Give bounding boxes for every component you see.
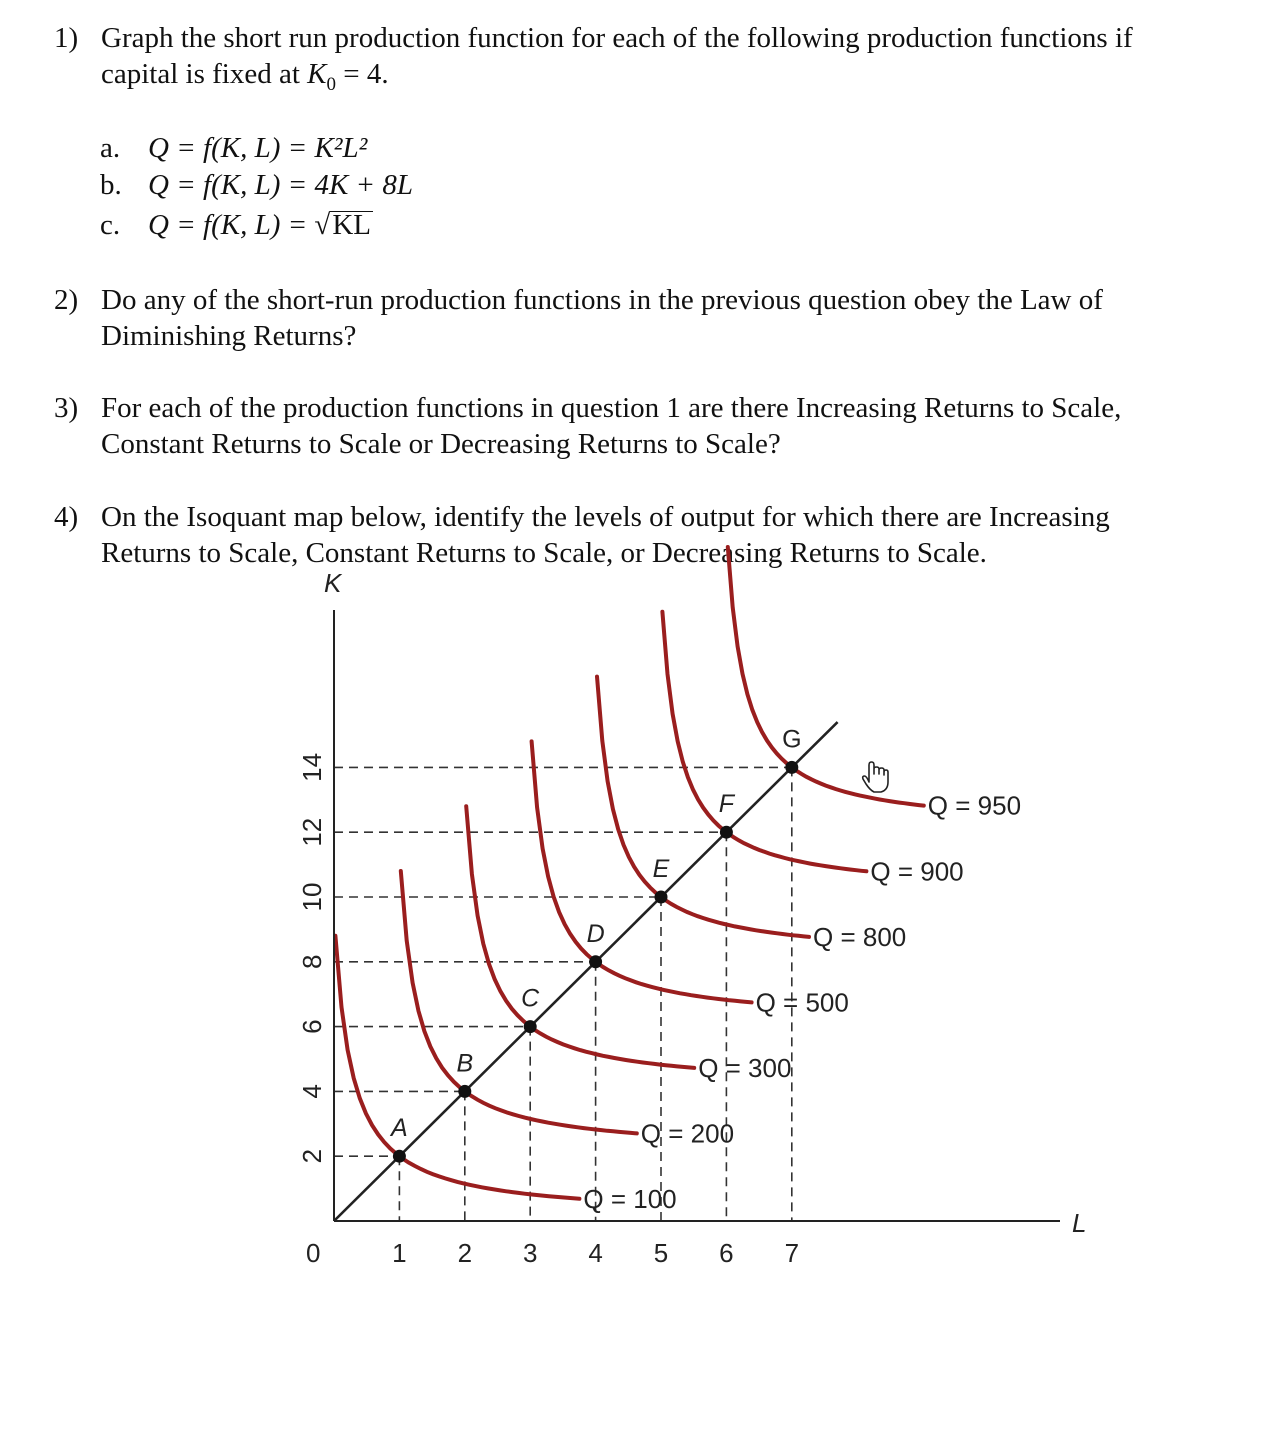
- isoquant-curve: [662, 612, 866, 872]
- x-tick-label: 3: [522, 1238, 538, 1268]
- isoquant-label: Q = 200: [640, 1118, 735, 1149]
- question-text-line-2: Returns to Scale, Constant Returns to Scale, or Decreasing Returns to Scale.: [101, 537, 987, 569]
- x-tick-label: 7: [784, 1238, 800, 1268]
- subitem-b: b. Q = f(K, L) = 4K + 8L: [100, 169, 413, 201]
- x-tick-label: 6: [719, 1238, 734, 1268]
- point-c: [524, 1020, 537, 1033]
- subitem-c: c. Q = f(K, L) = √KL: [100, 209, 372, 241]
- question-number: 1): [54, 22, 79, 54]
- y-axis-label: K: [324, 568, 342, 598]
- isoquant-label: Q = 100: [583, 1183, 677, 1214]
- point-label-d: D: [586, 919, 605, 948]
- isoquant-label: Q = 800: [813, 921, 907, 952]
- subitem-a: a. Q = f(K, L) = K²L²: [100, 132, 368, 164]
- hand-cursor-icon: [863, 762, 888, 792]
- y-tick-label: 12: [297, 817, 327, 847]
- y-tick-label: 10: [297, 882, 327, 912]
- x-tick-label: 4: [588, 1238, 603, 1268]
- x-tick-label: 5: [653, 1238, 669, 1268]
- question-text-line-1: On the Isoquant map below, identify the levels of output for which there are Increasing: [101, 501, 1110, 533]
- x-tick-label: 1: [392, 1238, 407, 1268]
- point-e: [655, 891, 668, 904]
- question-text-line-2: Constant Returns to Scale or Decreasing Returns to Scale?: [101, 428, 781, 460]
- question-text-line-1: For each of the production functions in question 1 are there Increasing Returns to Scale,: [101, 392, 1122, 424]
- point-b: [458, 1085, 471, 1098]
- point-f: [720, 826, 733, 839]
- isoquant-curve: [532, 741, 752, 1002]
- y-tick-label: 6: [297, 1019, 327, 1034]
- y-tick-label: 14: [297, 752, 327, 782]
- point-label-a: A: [391, 1114, 408, 1143]
- question-number: 3): [54, 392, 79, 424]
- x-axis-label: L: [1072, 1208, 1087, 1238]
- isoquant-curve: [466, 806, 694, 1068]
- isoquant-label: Q = 300: [698, 1052, 792, 1083]
- question-number: 4): [54, 501, 79, 533]
- point-label-e: E: [652, 855, 670, 883]
- point-label-g: G: [782, 725, 802, 754]
- isoquant-label: Q = 950: [927, 790, 1022, 821]
- isoquant-label: Q = 500: [755, 987, 849, 1018]
- origin-label: 0: [306, 1238, 321, 1268]
- x-tick-label: 2: [457, 1238, 473, 1268]
- question-number: 2): [54, 284, 79, 316]
- point-label-c: C: [521, 984, 540, 1013]
- question-text-line-1: Do any of the short-run production functions in the previous question obey the Law of: [101, 284, 1103, 316]
- question-text-line-2: Diminishing Returns?: [101, 320, 357, 352]
- point-a: [393, 1150, 406, 1163]
- y-tick-label: 4: [297, 1084, 327, 1099]
- question-text-line-1: Graph the short run production function for each of the following production functions if: [101, 22, 1133, 54]
- point-label-f: F: [718, 790, 735, 819]
- point-g: [785, 761, 798, 774]
- isoquant-curve: [401, 871, 637, 1133]
- point-label-b: B: [456, 1049, 474, 1078]
- isoquant-label: Q = 900: [870, 856, 964, 887]
- question-text-line-2: capital is fixed at $K_0 = 4$.: [101, 58, 389, 95]
- point-d: [589, 955, 602, 968]
- y-tick-label: 8: [297, 954, 327, 970]
- y-tick-label: 2: [297, 1148, 327, 1164]
